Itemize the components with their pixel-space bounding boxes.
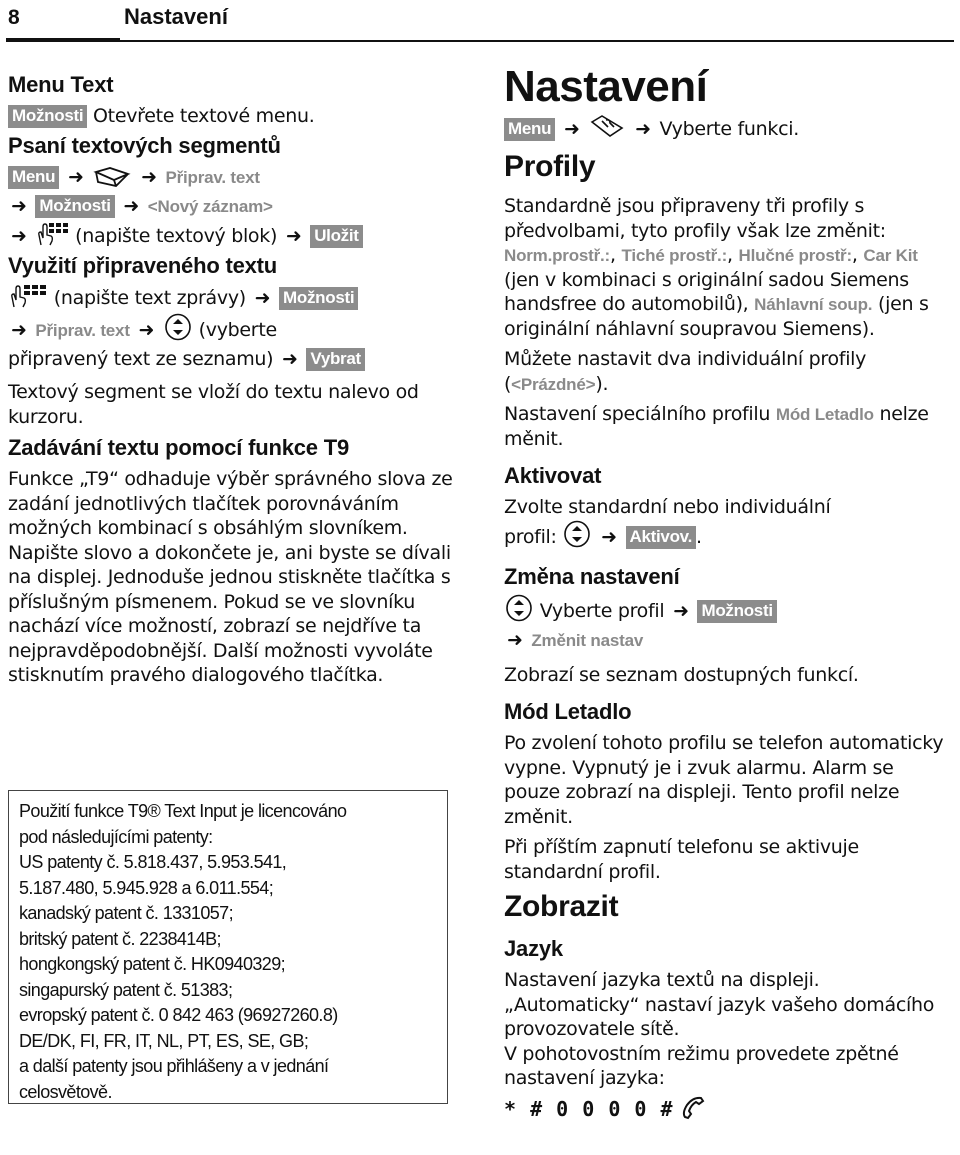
license-line: britský patent č. 2238414B;	[19, 928, 221, 949]
license-line: pod následujícími patenty:	[19, 826, 213, 847]
softkey-vybrat[interactable]: Vybrat	[306, 348, 364, 371]
license-line: evropský patent č. 0 842 463 (96927260.8)	[19, 1005, 338, 1025]
aktivovat-profil-label: profil:	[504, 525, 557, 548]
softkey-moznosti[interactable]: Možnosti	[35, 195, 114, 218]
menu-item-priprav[interactable]: Připrav. text	[35, 321, 130, 340]
use-select-text-2: připravený text ze seznamu)	[8, 348, 274, 370]
envelope-icon	[92, 166, 132, 188]
aktivovat-step: profil: ➜ Aktivov. .	[504, 520, 954, 552]
t9-body: Funkce „T9“ odhaduje výběr správného slova ze zadání jednotlivých tlačítek porovnáváním možných kombinací s obsáhlým slovníkem. Napište slovo a dokončete je, ani byste se dívali na displej. Jednoduše jednou stiskněte tlačítka s příslušným písmenem. Pokud se ve slovníku nachází více možností, zobrazí se nejdříve ta nejpravděpodobnější. Další možnosti vyvoláte stisknutím pravého dialogového tlačítka.	[8, 468, 453, 686]
use-select-text: (vyberte	[198, 319, 277, 341]
arrow-right-icon: ➜	[141, 166, 157, 188]
use-step-2	[8, 313, 456, 345]
text: Nastavení speciálního profilu	[504, 403, 776, 425]
nav-updown-icon	[504, 594, 534, 622]
arrow-right-icon: ➜	[285, 225, 302, 247]
text: Můžete nastavit dva individuální profily (	[504, 348, 867, 395]
nav-text: Vyberte funkci.	[659, 118, 799, 140]
arrow-right-icon: ➜	[673, 599, 689, 622]
use-step-1	[8, 283, 456, 313]
text: nelze měnit.	[504, 403, 929, 450]
nav-updown-icon	[562, 520, 592, 548]
softkey-menu[interactable]: Menu	[504, 118, 555, 141]
arrow-right-icon: ➜	[67, 166, 84, 188]
license-line: hongkongský patent č. HK0940329;	[19, 954, 286, 974]
running-title: Nastavení	[124, 4, 228, 29]
use-result: Textový segment se vloží do textu nalevo od kurzoru.	[8, 381, 419, 428]
text: ,	[851, 244, 864, 266]
menu-item-hlucne[interactable]: Hlučné prostř:	[738, 246, 852, 265]
heading-menu-text: Menu Text	[8, 72, 114, 97]
license-line: US patenty č. 5.818.437, 5.953.541,	[19, 852, 287, 872]
profily-paragraph-2	[504, 347, 954, 396]
reset-code-line	[504, 1095, 954, 1125]
profily-paragraph-3	[504, 402, 954, 451]
page-number: 8	[8, 6, 20, 29]
arrow-right-icon: ➜	[11, 195, 27, 217]
license-line: kanadský patent č. 1331057;	[19, 903, 233, 923]
text: ).	[595, 372, 609, 395]
text: ,	[727, 244, 739, 266]
use-step-3	[8, 345, 456, 374]
header-rule-thick	[6, 38, 120, 42]
softkey-moznosti[interactable]: Možnosti	[279, 287, 358, 310]
menu-item-nahlavni[interactable]: Náhlavní soup.	[754, 295, 873, 314]
softkey-moznosti[interactable]: Možnosti	[697, 600, 776, 623]
menu-item-mod-letadlo[interactable]: Mód Letadlo	[775, 405, 874, 424]
menu-item-tiche[interactable]: Tiché prostř.:	[621, 246, 728, 265]
heading-aktivovat: Aktivovat	[504, 463, 602, 488]
menu-item-priprav[interactable]: Připrav. text	[165, 168, 260, 187]
zmena-step-2	[504, 626, 954, 655]
license-box	[8, 790, 448, 1104]
license-line: 5.187.480, 5.945.928 a 6.011.554;	[19, 877, 274, 898]
letadlo-paragraph-1: Po zvolení tohoto profilu se telefon automaticky vypne. Vypnutý je i zvuk alarmu. Alarm se pouze zobrazí na displeji. Tento profil nelze změnit.	[504, 732, 944, 828]
license-line: celosvětově.	[19, 1081, 112, 1102]
heading-zmena: Změna nastavení	[504, 563, 680, 589]
page-header	[0, 0, 960, 46]
menu-text-desc: Otevřete textové menu.	[93, 105, 315, 127]
arrow-right-icon: ➜	[601, 525, 617, 548]
heading-t9: Zadávání textu pomocí funkce T9	[8, 435, 349, 460]
license-line: Použití funkce T9® Text Input je licencováno	[19, 801, 347, 821]
section-title: Nastavení	[504, 62, 708, 111]
text: (jen v kombinaci s originální sadou Siemens handsfree do automobilů),	[504, 268, 909, 315]
arrow-right-icon: ➜	[11, 319, 27, 341]
arrow-right-icon: ➜	[563, 118, 580, 140]
phone-handset-icon	[679, 1095, 707, 1121]
header-rule-thin	[120, 40, 954, 42]
left-column	[8, 58, 456, 694]
menu-item-norm[interactable]: Norm.prostř.:	[504, 246, 611, 265]
nav-updown-icon	[163, 313, 193, 341]
letadlo-paragraph-2: Při příštím zapnutí telefonu se aktivuje standardní profil.	[504, 836, 859, 883]
jazyk-paragraph-2: V pohotovostním režimu provedete zpětné nastavení jazyka:	[504, 1042, 899, 1089]
heading-segments: Psaní textových segmentů	[8, 133, 281, 158]
license-line: singapurský patent č. 51383;	[19, 979, 233, 1000]
keypad-icon	[35, 221, 69, 247]
arrow-right-icon: ➜	[11, 225, 27, 247]
segments-step-1	[8, 163, 456, 192]
arrow-right-icon: ➜	[254, 287, 271, 309]
softkey-aktivov[interactable]: Aktivov.	[626, 526, 696, 549]
heading-mod-letadlo: Mód Letadlo	[504, 699, 632, 724]
softkey-moznosti[interactable]: Možnosti	[8, 105, 87, 128]
arrow-right-icon: ➜	[282, 348, 298, 370]
text: ,	[610, 244, 622, 266]
text: (jen s originální náhlavní soupravou Siemens).	[504, 293, 929, 340]
arrow-right-icon: ➜	[138, 319, 155, 341]
heading-jazyk: Jazyk	[504, 936, 563, 961]
wrench-icon	[588, 114, 626, 140]
segments-type-text: (napište textový blok)	[75, 225, 278, 247]
softkey-ulozit[interactable]: Uložit	[310, 225, 362, 248]
license-line: a další patenty jsou přihlášeny a v jednání	[19, 1056, 329, 1076]
arrow-right-icon: ➜	[635, 118, 651, 140]
heading-zobrazit: Zobrazit	[504, 890, 619, 923]
arrow-right-icon: ➜	[123, 195, 140, 217]
nav-line	[504, 114, 954, 144]
menu-item-car-kit[interactable]: Car Kit	[863, 246, 918, 265]
segments-step-3	[8, 221, 456, 251]
softkey-menu[interactable]: Menu	[8, 166, 59, 189]
menu-item-zmenit-nastav[interactable]: Změnit nastav	[531, 630, 644, 650]
arrow-right-icon: ➜	[507, 628, 523, 651]
jazyk-paragraph-1: Nastavení jazyka textů na displeji. „Automaticky“ nastaví jazyk vašeho domácího provozovatele sítě.	[504, 969, 935, 1040]
heading-use-prepared: Využití připraveného textu	[8, 253, 278, 278]
license-line: DE/DK, FI, FR, IT, NL, PT, ES, SE, GB;	[19, 1030, 309, 1051]
reset-code: * # 0 0 0 0 #	[504, 1096, 674, 1121]
heading-profily: Profily	[504, 150, 596, 183]
right-column	[504, 62, 954, 1125]
profily-paragraph-1	[504, 194, 954, 341]
use-type-text: (napište text zprávy)	[53, 287, 246, 309]
menu-item-prazdne[interactable]: <Prázdné>	[511, 374, 596, 394]
menu-text-line	[8, 102, 456, 131]
aktivovat-text: Zvolte standardní nebo individuální	[504, 496, 831, 518]
segments-step-2	[8, 192, 456, 221]
zmena-result: Zobrazí se seznam dostupných funkcí.	[504, 663, 859, 686]
menu-item-novy-zaznam[interactable]: <Nový záznam>	[147, 197, 273, 216]
keypad-icon	[8, 283, 48, 309]
text: Standardně jsou připraveny tři profily s předvolbami, tyto profily však lze změnit:	[504, 195, 886, 242]
zmena-step-1	[504, 594, 954, 626]
zmena-step-text: Vyberte profil	[539, 599, 665, 622]
